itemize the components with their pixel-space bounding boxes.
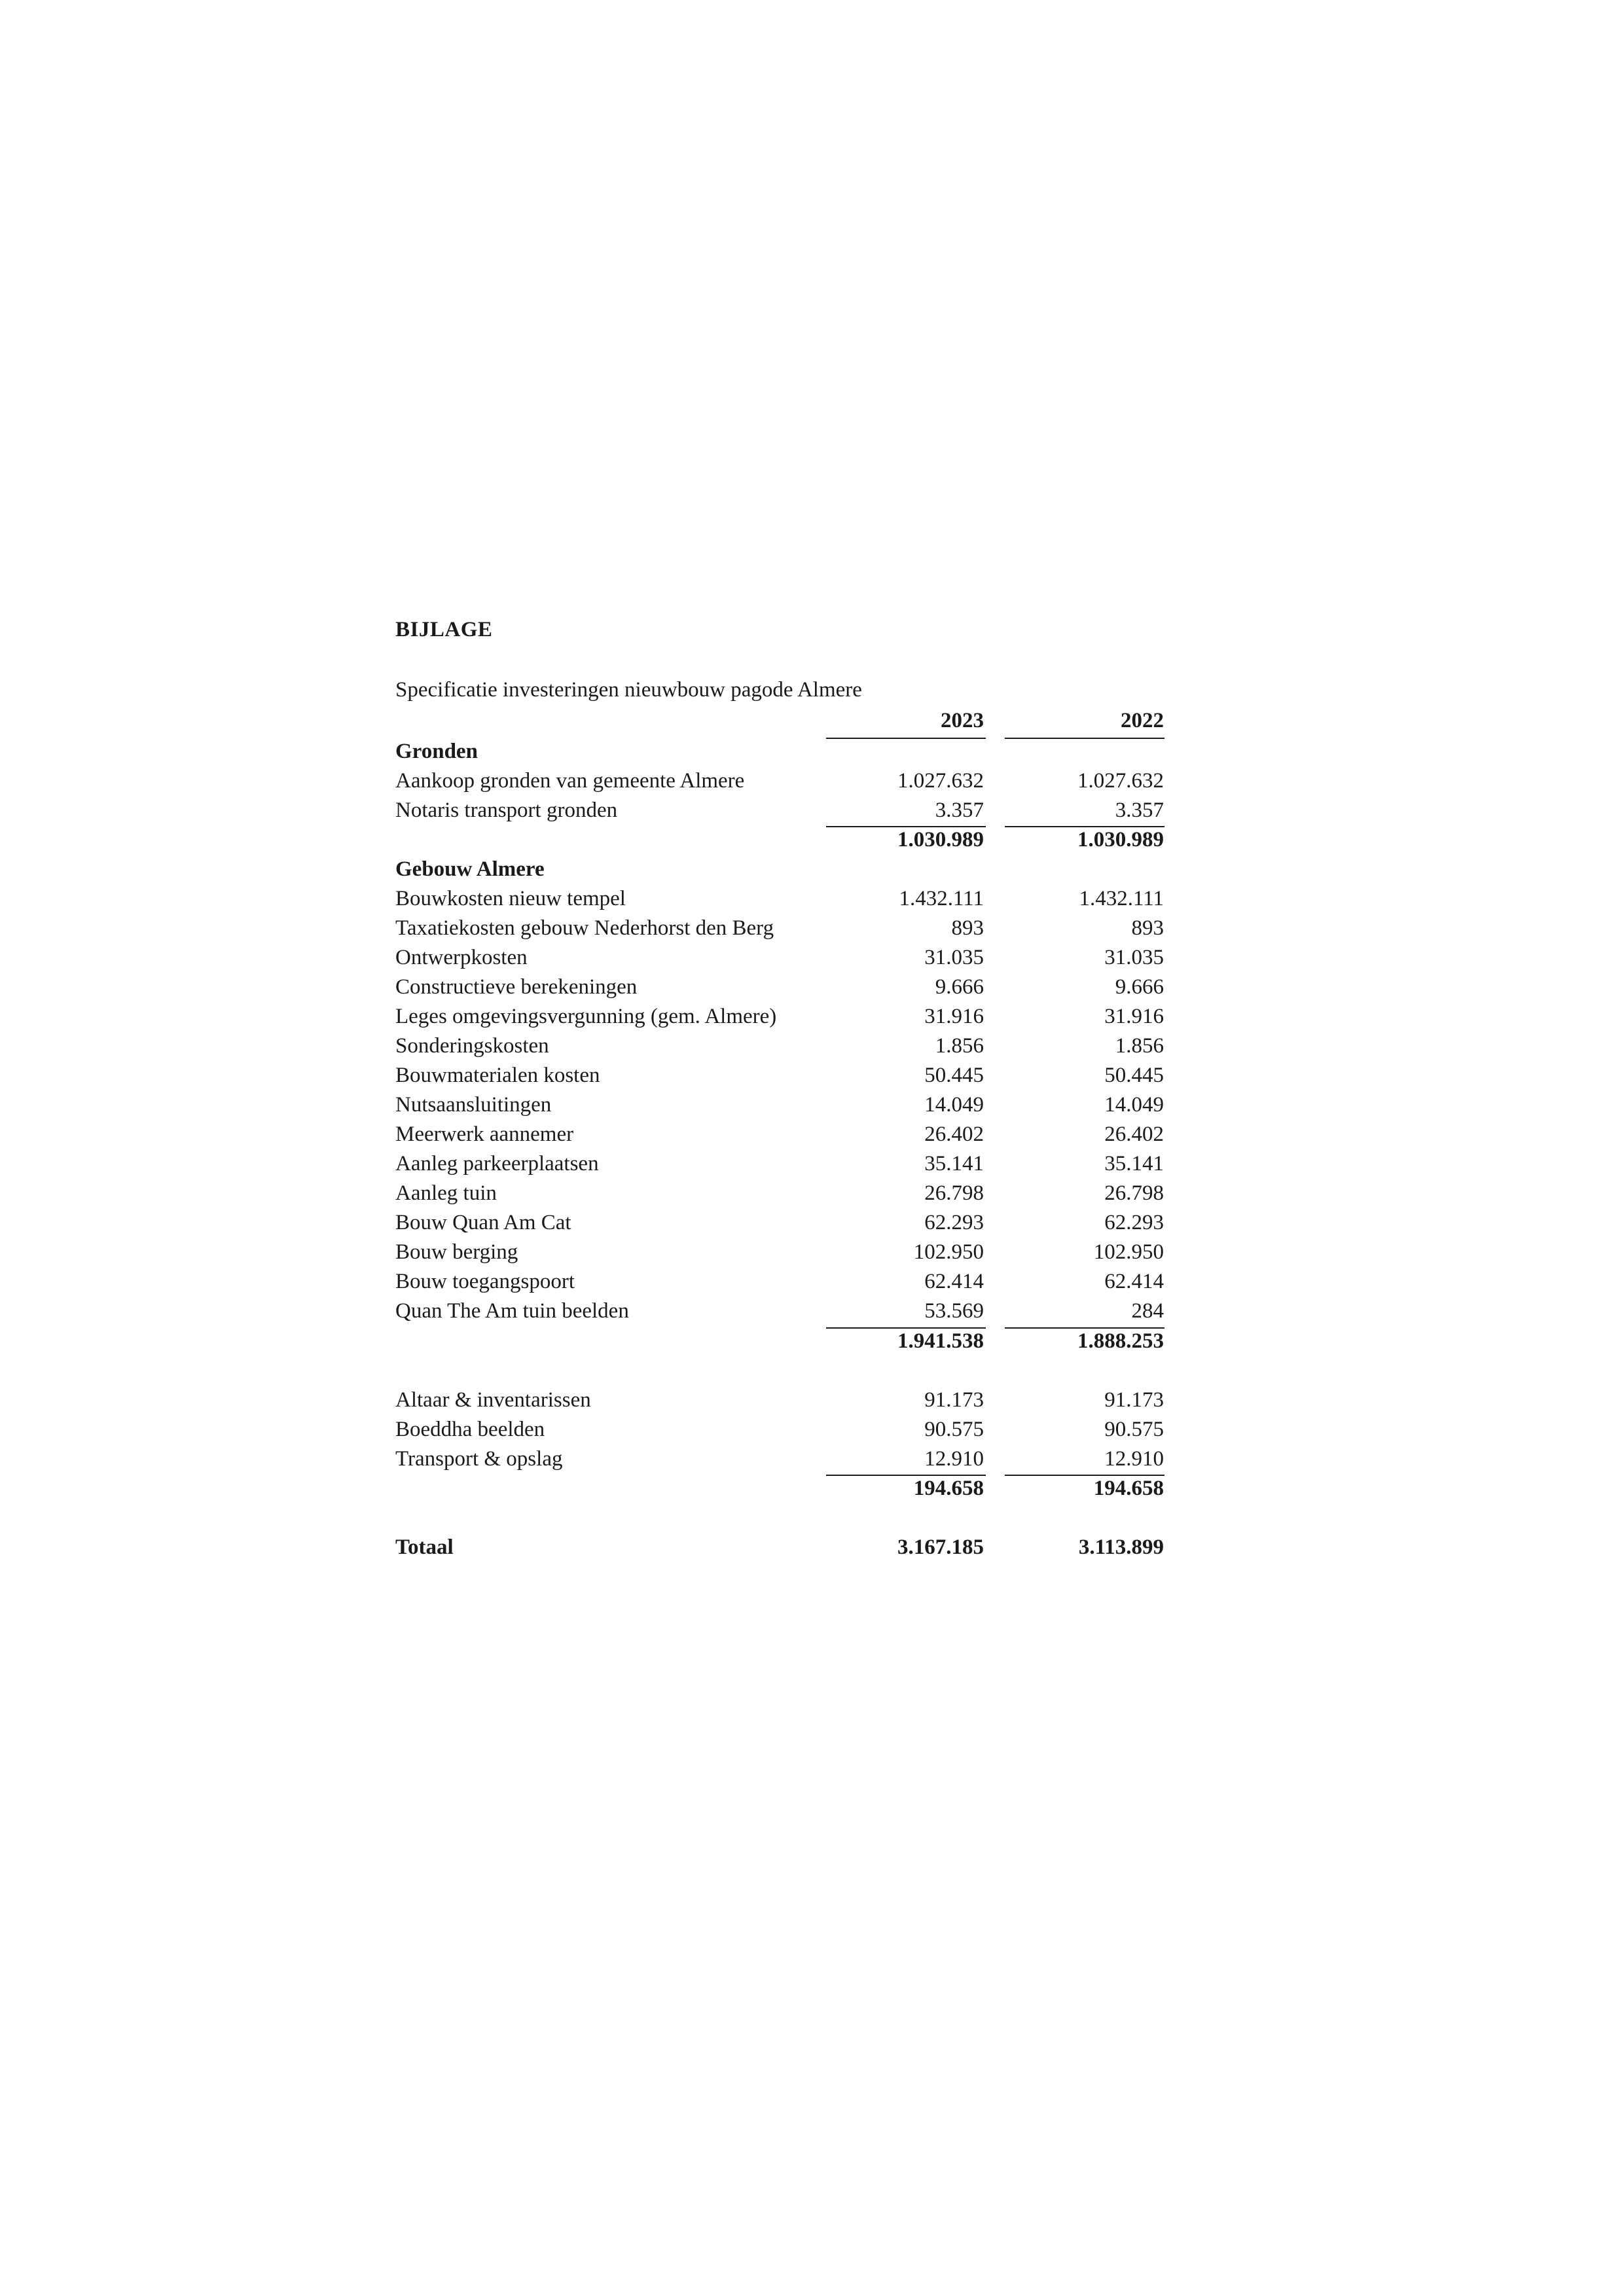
row-value-2022: 893 <box>1131 916 1164 940</box>
table-row <box>395 1120 1164 1149</box>
table-row <box>395 1267 1164 1297</box>
column-header-2022: 2022 <box>1121 709 1164 732</box>
row-value-2022: 31.916 <box>1104 1005 1164 1028</box>
row-value-2023: 53.569 <box>924 1299 984 1323</box>
row-value-2022: 91.173 <box>1104 1388 1164 1412</box>
row-label: Taxatiekosten gebouw Nederhorst den Berg <box>395 916 774 940</box>
table-row <box>395 1238 1164 1267</box>
table-row <box>395 796 1164 825</box>
row-label: Ontwerpkosten <box>395 946 528 969</box>
row-label: Bouw berging <box>395 1240 518 1264</box>
row-value-2022: 12.910 <box>1104 1447 1164 1471</box>
section-title-gronden <box>395 737 1164 766</box>
row-label: Transport & opslag <box>395 1447 563 1471</box>
section-title-label: Gebouw Almere <box>395 857 545 881</box>
row-value-2023: 893 <box>951 916 984 940</box>
document-subtitle: Specificatie investeringen nieuwbouw pagode Almere <box>395 678 862 702</box>
subtotal-value-2022: 1.888.253 <box>1077 1329 1164 1353</box>
row-value-2023: 14.049 <box>924 1093 984 1117</box>
row-value-2022: 284 <box>1131 1299 1164 1323</box>
row-value-2022: 9.666 <box>1115 975 1164 999</box>
total-label: Totaal <box>395 1535 454 1559</box>
row-value-2022: 26.402 <box>1104 1122 1164 1146</box>
row-label: Bouw Quan Am Cat <box>395 1211 571 1234</box>
row-value-2023: 50.445 <box>924 1064 984 1087</box>
row-value-2022: 31.035 <box>1104 946 1164 969</box>
row-label: Constructieve berekeningen <box>395 975 638 999</box>
row-value-2023: 102.950 <box>913 1240 984 1264</box>
row-value-2022: 50.445 <box>1104 1064 1164 1087</box>
total-value-2022: 3.113.899 <box>1078 1535 1164 1559</box>
table-row <box>395 914 1164 943</box>
row-value-2023: 9.666 <box>935 975 984 999</box>
row-value-2022: 14.049 <box>1104 1093 1164 1117</box>
row-label: Meerwerk aannemer <box>395 1122 574 1146</box>
table-row <box>395 1090 1164 1120</box>
row-label: Leges omgevingsvergunning (gem. Almere) <box>395 1005 777 1028</box>
document-heading: BIJLAGE <box>395 618 493 641</box>
section-title-label: Gronden <box>395 740 478 763</box>
subtotal-value-2023: 194.658 <box>913 1477 984 1500</box>
table-row <box>395 1149 1164 1179</box>
table-row <box>395 1415 1164 1444</box>
row-label: Bouw toegangspoort <box>395 1270 575 1293</box>
row-label: Bouwkosten nieuw tempel <box>395 887 626 910</box>
row-label: Sonderingskosten <box>395 1034 549 1058</box>
row-value-2023: 62.414 <box>924 1270 984 1293</box>
row-value-2023: 90.575 <box>924 1418 984 1441</box>
row-value-2022: 1.027.632 <box>1077 769 1164 793</box>
table-row <box>395 1179 1164 1208</box>
section-title-gebouw <box>395 855 1164 884</box>
table-row <box>395 1031 1164 1061</box>
row-label: Aanleg parkeerplaatsen <box>395 1152 599 1175</box>
subtotal-row-gronden <box>395 825 1164 855</box>
total-row <box>395 1533 1164 1562</box>
table-row <box>395 1444 1164 1474</box>
subtotal-value-2023: 1.030.989 <box>897 828 984 852</box>
row-value-2023: 1.856 <box>935 1034 984 1058</box>
row-value-2023: 3.357 <box>935 798 984 822</box>
table-row <box>395 1208 1164 1238</box>
row-value-2023: 1.432.111 <box>899 887 984 910</box>
row-value-2023: 31.916 <box>924 1005 984 1028</box>
row-label: Altaar & inventarissen <box>395 1388 591 1412</box>
table-row <box>395 1002 1164 1031</box>
row-label: Quan The Am tuin beelden <box>395 1299 629 1323</box>
subtotal-row-gebouw <box>395 1327 1164 1356</box>
row-value-2023: 1.027.632 <box>897 769 984 793</box>
subtotal-value-2023: 1.941.538 <box>897 1329 984 1353</box>
row-value-2022: 90.575 <box>1104 1418 1164 1441</box>
column-header-row <box>395 706 1164 736</box>
table-row <box>395 884 1164 914</box>
row-label: Aanleg tuin <box>395 1181 497 1205</box>
row-value-2023: 62.293 <box>924 1211 984 1234</box>
total-value-2023: 3.167.185 <box>897 1535 984 1559</box>
subtotal-value-2022: 194.658 <box>1093 1477 1164 1500</box>
table-row <box>395 766 1164 796</box>
row-value-2023: 26.798 <box>924 1181 984 1205</box>
row-value-2023: 31.035 <box>924 946 984 969</box>
row-value-2023: 35.141 <box>924 1152 984 1175</box>
row-label: Boeddha beelden <box>395 1418 545 1441</box>
row-value-2022: 1.432.111 <box>1079 887 1164 910</box>
table-row <box>395 1297 1164 1326</box>
subtotal-value-2022: 1.030.989 <box>1077 828 1164 852</box>
row-label: Notaris transport gronden <box>395 798 618 822</box>
row-value-2023: 26.402 <box>924 1122 984 1146</box>
row-label: Bouwmaterialen kosten <box>395 1064 600 1087</box>
row-value-2023: 91.173 <box>924 1388 984 1412</box>
row-value-2022: 26.798 <box>1104 1181 1164 1205</box>
row-value-2022: 3.357 <box>1115 798 1164 822</box>
table-row <box>395 973 1164 1002</box>
row-value-2022: 102.950 <box>1093 1240 1164 1264</box>
row-label: Aankoop gronden van gemeente Almere <box>395 769 745 793</box>
row-value-2022: 62.293 <box>1104 1211 1164 1234</box>
column-header-2023: 2023 <box>941 709 984 732</box>
row-value-2022: 1.856 <box>1115 1034 1164 1058</box>
row-value-2023: 12.910 <box>924 1447 984 1471</box>
table-row <box>395 1061 1164 1090</box>
subtotal-row-inventaris <box>395 1474 1164 1503</box>
table-row <box>395 943 1164 973</box>
row-label: Nutsaansluitingen <box>395 1093 552 1117</box>
row-value-2022: 35.141 <box>1104 1152 1164 1175</box>
table-row <box>395 1386 1164 1415</box>
row-value-2022: 62.414 <box>1104 1270 1164 1293</box>
